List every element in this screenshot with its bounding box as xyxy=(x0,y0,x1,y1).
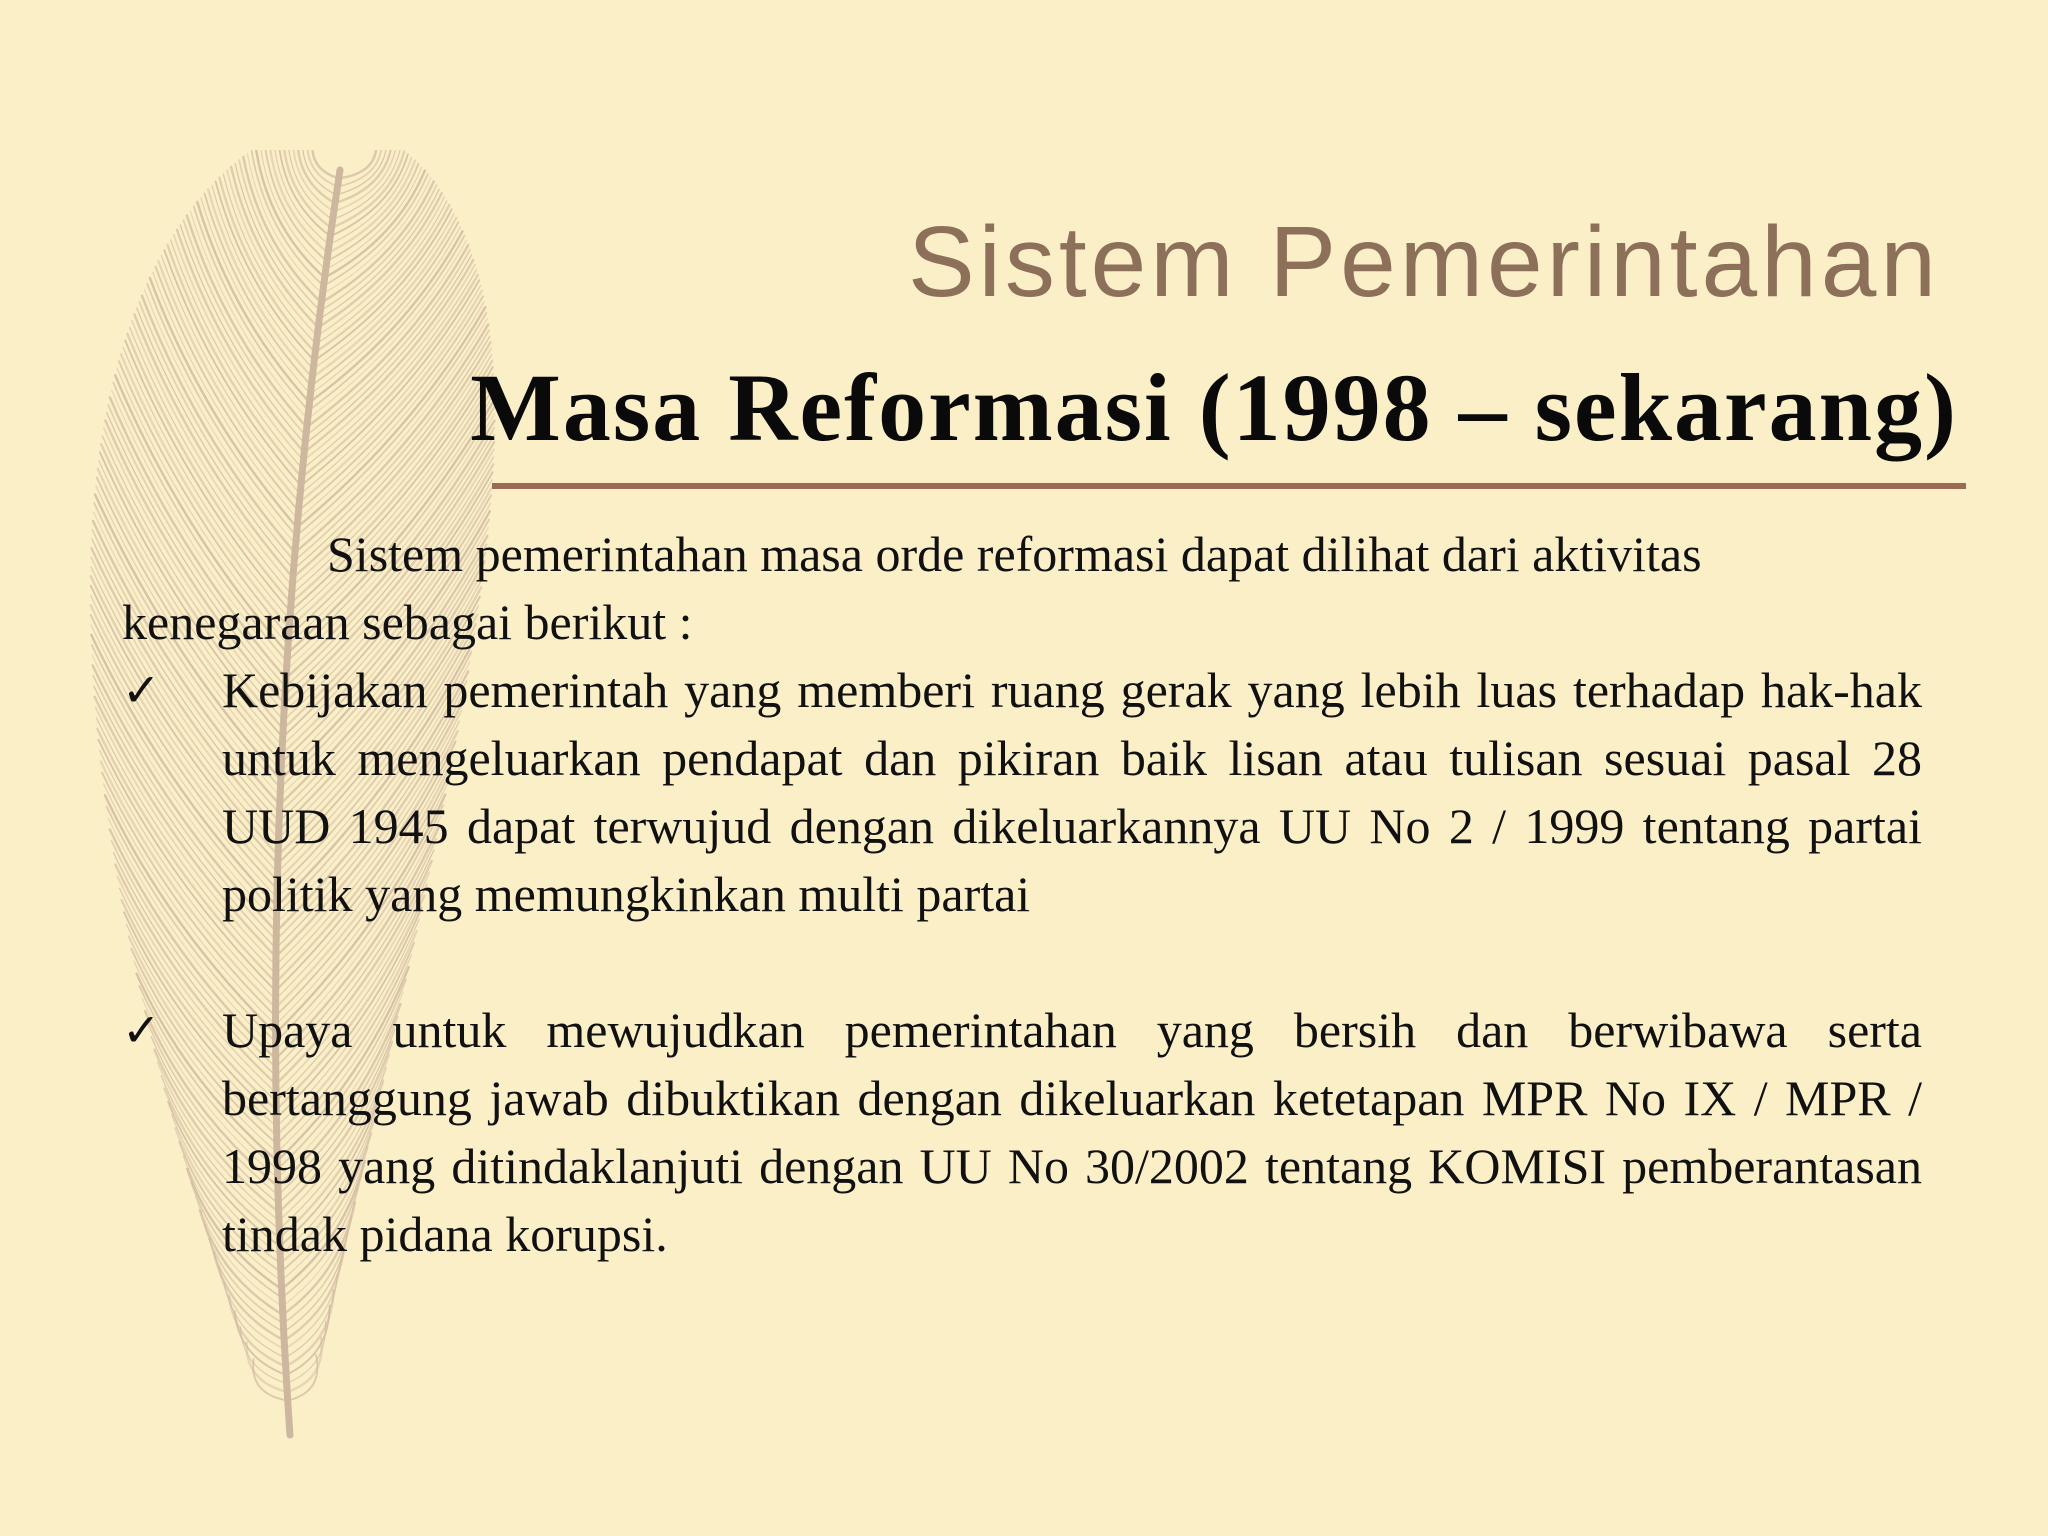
slide-subtitle: Masa Reformasi (1998 – sekarang) xyxy=(470,354,1958,461)
slide-title: Sistem Pemerintahan xyxy=(907,206,1940,318)
checkmark-icon: ✓ xyxy=(122,663,161,717)
title-divider xyxy=(492,483,1966,489)
bullet-item xyxy=(122,996,1922,1268)
slide-body xyxy=(122,520,1922,1268)
checkmark-icon: ✓ xyxy=(122,1003,161,1057)
bullet-text: Upaya untuk mewujudkan pemerintahan yang bersih dan berwibawa serta bertanggung jawab dibuktikan dengan dikeluarkan ketetapan MPR No IX / MPR / 1998 yang ditindaklanjuti dengan UU No 30/2002 tentang KOMISI pemberantasan tindak pidana korupsi. xyxy=(222,1002,1922,1262)
intro-paragraph: Sistem pemerintahan masa orde reformasi dapat dilihat dari aktivitas kenegaraan sebagai berikut : xyxy=(122,526,1702,650)
bullet-item xyxy=(122,656,1922,928)
bullet-list xyxy=(122,656,1922,1268)
bullet-text: Kebijakan pemerintah yang memberi ruang gerak yang lebih luas terhadap hak-hak untuk mengeluarkan pendapat dan pikiran baik lisan atau tulisan sesuai pasal 28 UUD 1945 dapat terwujud dengan dikeluarkannya UU No 2 / 1999 tentang partai politik yang memungkinkan multi partai xyxy=(222,662,1922,922)
